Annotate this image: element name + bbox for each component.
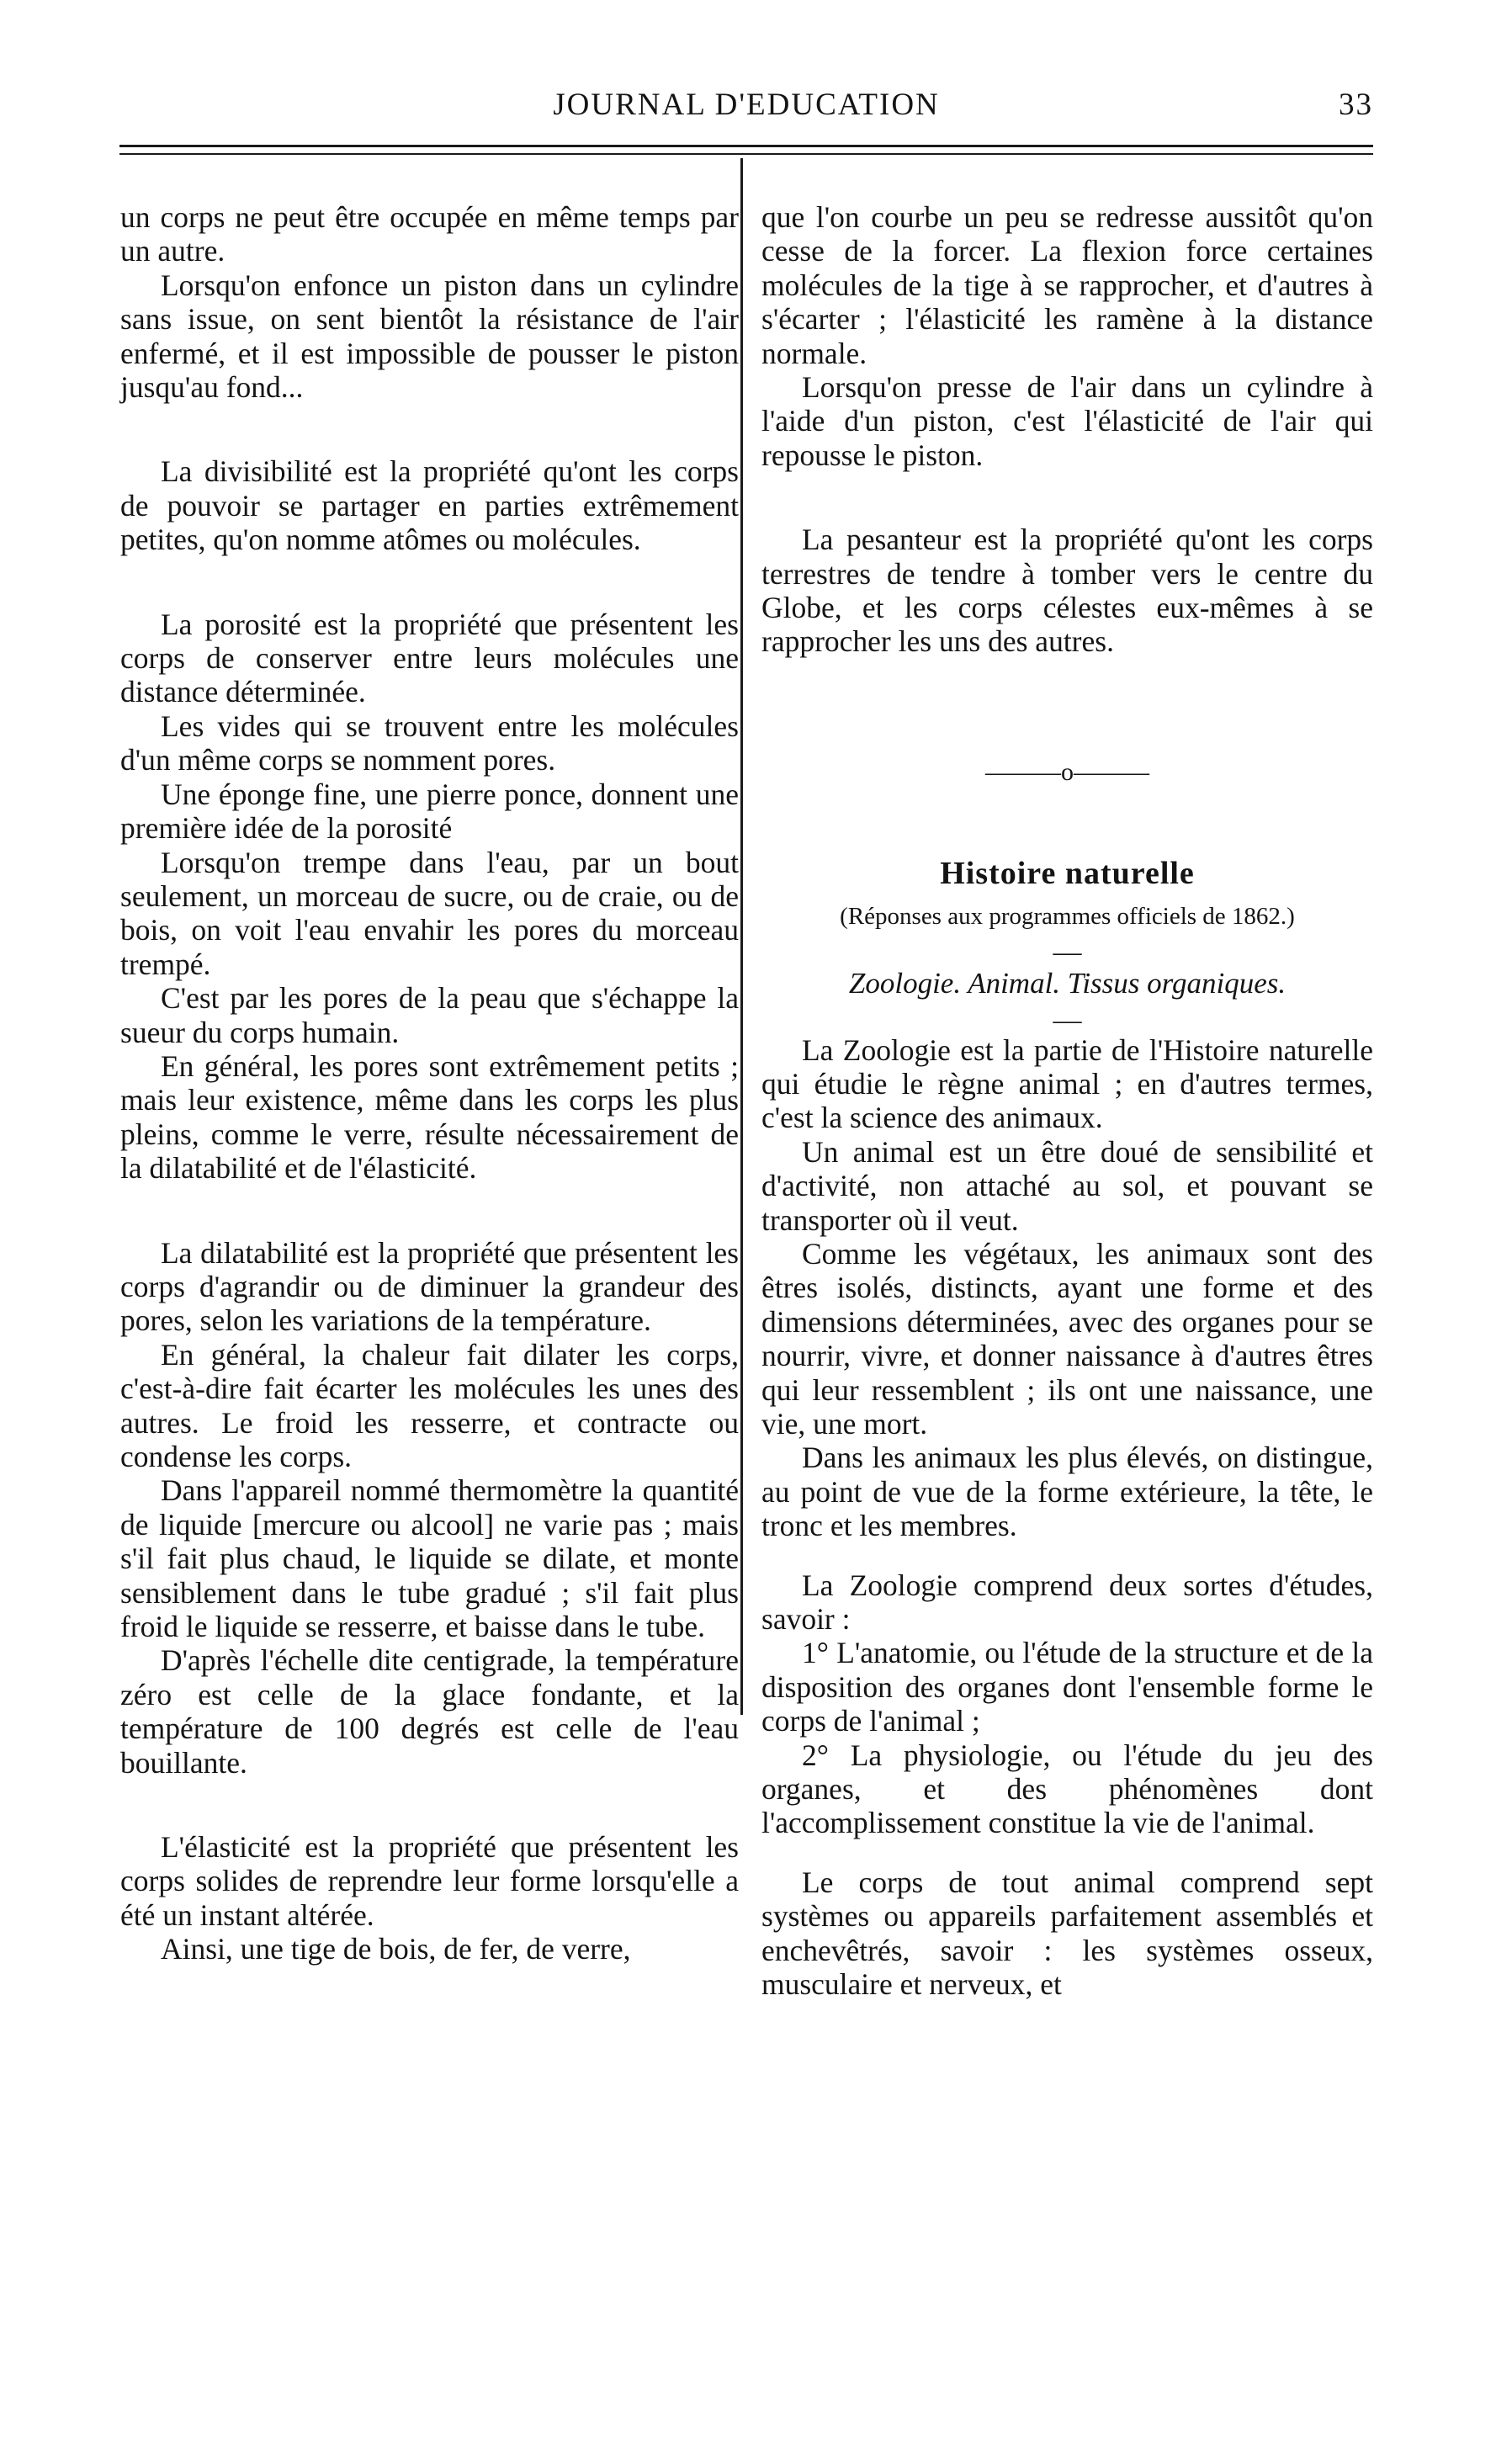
journal-title: JOURNAL D'EDUCATION xyxy=(553,88,940,122)
right-column xyxy=(761,200,1373,2001)
section-separator: ———o——— xyxy=(985,757,1149,786)
paragraph: C'est par les pores de la peau que s'échappe la sueur du corps humain. xyxy=(120,981,739,1049)
paragraph: Lorsqu'on presse de l'air dans un cylindre à l'aide d'un piston, c'est l'élasticité de l'air qui repousse le piston. xyxy=(761,370,1373,472)
section-heading: Histoire naturelle xyxy=(940,856,1195,892)
paragraph: Ainsi, une tige de bois, de fer, de verre, xyxy=(161,1932,631,1966)
paragraph: Le corps de tout animal comprend sept systèmes ou appareils parfaitement assemblés et enchevêtrés, savoir : les systèmes osseux, musculaire et nerveux, et xyxy=(761,1865,1373,2002)
left-column xyxy=(120,200,739,1966)
topic-line: Zoologie. Animal. Tissus organiques. xyxy=(848,967,1287,1000)
dash-separator: — xyxy=(1053,1004,1082,1036)
paragraph: Lorsqu'on trempe dans l'eau, par un bout seulement, un morceau de sucre, ou de craie, ou de bois, on voit l'eau envahir les pores du morceau trempé. xyxy=(120,845,739,981)
column-divider xyxy=(740,158,743,1715)
running-header xyxy=(119,80,1373,130)
paragraph: La divisibilité est la propriété qu'ont les corps de pouvoir se partager en parties extrêmement petites, qu'on nomme atômes ou molécules. xyxy=(120,454,739,557)
paragraph: Un animal est un être doué de sensibilité et d'activité, non attaché au sol, et pouvant se transporter où il veut. xyxy=(761,1134,1373,1237)
list-item: 2° La physiologie, ou l'étude du jeu des organes, et des phénomènes dont l'accomplissement constitue la vie de l'animal. xyxy=(761,1738,1373,1840)
paragraph: La Zoologie comprend deux sortes d'études, savoir : xyxy=(761,1568,1373,1636)
list-item: 1° L'anatomie, ou l'étude de la structure et de la disposition des organes dont l'ensemble forme le corps de l'animal ; xyxy=(761,1636,1373,1738)
paragraph: que l'on courbe un peu se redresse aussitôt qu'on cesse de la forcer. La flexion force certaines molécules de la tige à se rapprocher, et d'autres à s'écarter ; l'élasticité les ramène à la distance normale. xyxy=(761,200,1373,370)
section-subheading: (Réponses aux programmes officiels de 1862.) xyxy=(840,902,1295,930)
paragraph: Dans les animaux les plus élevés, on distingue, au point de vue de la forme extérieure, la tête, le tronc et les membres. xyxy=(761,1441,1373,1543)
paragraph: Dans l'appareil nommé thermomètre la quantité de liquide [mercure ou alcool] ne varie pas ; mais s'il fait plus chaud, le liquide se dilate, et monte sensiblement dans le tube gradué ; s'il fait plus froid le liquide se resserre, et baisse dans le tube. xyxy=(120,1473,739,1644)
paragraph: La porosité est la propriété que présentent les corps de conserver entre leurs molécules une distance déterminée. xyxy=(120,607,739,709)
paragraph: D'après l'échelle dite centigrade, la température zéro est celle de la glace fondante, et la température de 100 degrés est celle de l'eau bouillante. xyxy=(120,1643,739,1780)
paragraph: Les vides qui se trouvent entre les molécules d'un même corps se nomment pores. xyxy=(120,708,739,777)
header-rule-top xyxy=(119,145,1373,147)
dash-separator: — xyxy=(1053,937,1082,968)
paragraph: un corps ne peut être occupée en même temps par un autre. xyxy=(120,200,739,268)
paragraph: Comme les végétaux, les animaux sont des êtres isolés, distincts, ayant une forme et des dimensions déterminées, avec des organes pour se nourrir, vivre, et donner naissance à d'autres êtres qui leur ressemblent ; ils ont une naissance, une vie, une mort. xyxy=(761,1236,1373,1441)
paragraph: En général, les pores sont extrêmement petits ; mais leur existence, même dans les corps les plus pleins, comme le verre, résulte nécessairement de la dilatabilité et de l'élasticité. xyxy=(120,1048,739,1186)
paragraph: La dilatabilité est la propriété que présentent les corps d'agrandir ou de diminuer la grandeur des pores, selon les variations de la température. xyxy=(120,1235,739,1338)
paragraph: En général, la chaleur fait dilater les corps, c'est-à-dire fait écarter les molécules les unes des autres. Le froid les resserre, et contracte ou condense les corps. xyxy=(120,1337,739,1473)
page-number: 33 xyxy=(1339,88,1373,122)
paragraph: Une éponge fine, une pierre ponce, donnent une première idée de la porosité xyxy=(120,777,739,846)
paragraph: L'élasticité est la propriété que présentent les corps solides de reprendre leur forme lorsqu'elle a été un instant altérée. xyxy=(120,1830,739,1932)
paragraph: La Zoologie est la partie de l'Histoire naturelle qui étudie le règne animal ; en d'autres termes, c'est la science des animaux. xyxy=(761,1032,1373,1135)
header-rule-bottom xyxy=(119,153,1373,155)
paragraph: Lorsqu'on enfonce un piston dans un cylindre sans issue, on sent bientôt la résistance de l'air enfermé, et il est impossible de pousser le piston jusqu'au fond... xyxy=(120,268,739,405)
paragraph: La pesanteur est la propriété qu'ont les corps terrestres de tendre à tomber vers le centre du Globe, et les corps célestes eux-mêmes à se rapprocher les uns des autres. xyxy=(761,523,1373,659)
